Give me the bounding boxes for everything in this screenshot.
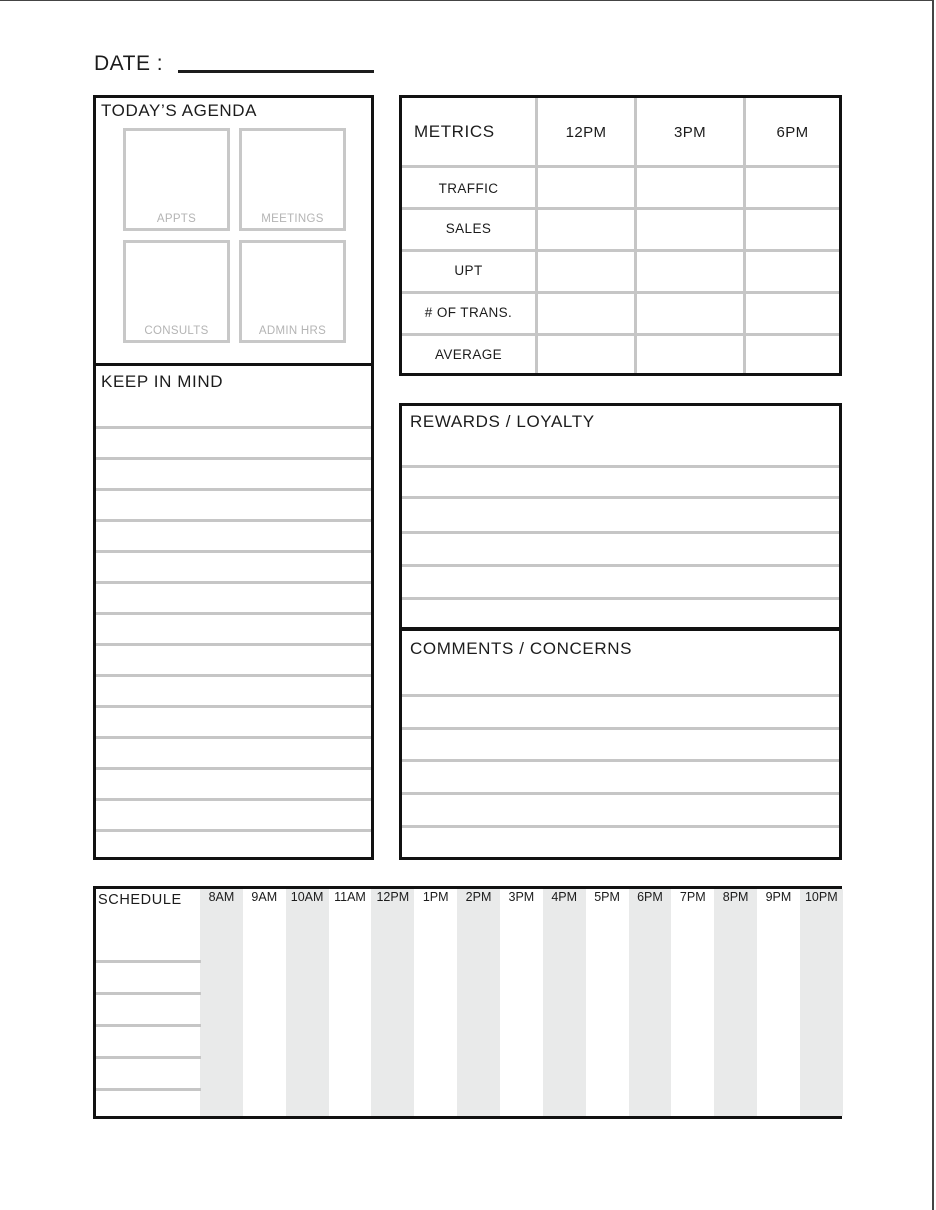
comments-title: COMMENTS / CONCERNS [410, 639, 633, 658]
writing-line[interactable] [402, 564, 839, 567]
writing-line[interactable] [96, 457, 371, 460]
writing-line[interactable] [402, 597, 839, 600]
schedule-hour-label: 12PM [376, 890, 410, 904]
agenda-title: TODAY’S AGENDA [101, 101, 258, 120]
date-field[interactable] [178, 70, 374, 73]
rewards-loyalty-section [399, 403, 842, 631]
schedule-hour-column[interactable] [671, 889, 714, 1116]
schedule-hour-column[interactable] [200, 889, 243, 1116]
schedule-hour-label: 4PM [551, 890, 578, 904]
writing-line[interactable] [402, 825, 839, 828]
writing-line[interactable] [96, 488, 371, 491]
comments-concerns-section [399, 627, 842, 860]
writing-line[interactable] [96, 736, 371, 739]
agenda-tile-appts[interactable] [123, 128, 230, 231]
metrics-table [399, 95, 842, 376]
metrics-row-label: TRAFFIC [438, 181, 499, 196]
schedule-hour-label: 1PM [422, 890, 449, 904]
agenda-tile-label: APPTS [156, 213, 197, 225]
schedule-row-rule [96, 1056, 201, 1059]
schedule-hour-label: 10PM [804, 890, 838, 904]
metrics-row-rule [402, 165, 839, 168]
schedule-hour-label: 9PM [765, 890, 792, 904]
writing-line[interactable] [402, 792, 839, 795]
keep-in-mind-section [93, 363, 374, 860]
schedule-hour-label: 10AM [290, 890, 324, 904]
metrics-row-label: # OF TRANS. [424, 305, 513, 320]
schedule-hour-label: 5PM [594, 890, 620, 904]
schedule-hour-column[interactable] [286, 889, 329, 1116]
writing-line[interactable] [402, 465, 839, 468]
writing-line[interactable] [96, 612, 371, 615]
writing-line[interactable] [96, 829, 371, 832]
writing-line[interactable] [96, 581, 371, 584]
agenda-tile-label: ADMIN HRS [258, 325, 327, 337]
schedule-hour-label: 3PM [508, 890, 535, 904]
metrics-row-rule [402, 333, 839, 336]
schedule-hour-column[interactable] [243, 889, 286, 1116]
writing-line[interactable] [96, 643, 371, 646]
agenda-tile-label: MEETINGS [261, 213, 324, 225]
schedule-hour-label: 6PM [637, 890, 663, 904]
metrics-row-label: UPT [454, 263, 483, 278]
writing-line[interactable] [402, 496, 839, 499]
schedule-hour-column[interactable] [329, 889, 372, 1116]
page-border-top [0, 0, 932, 1]
schedule-row-rule [96, 960, 201, 963]
schedule-hour-label: 8AM [208, 890, 235, 904]
writing-line[interactable] [96, 798, 371, 801]
metrics-column-header: 6PM [776, 124, 809, 141]
agenda-tile-consults[interactable] [123, 240, 230, 343]
schedule-hour-label: 7PM [679, 890, 706, 904]
page-border-right [932, 0, 934, 1210]
metrics-column-header: 3PM [673, 124, 707, 141]
writing-line[interactable] [402, 727, 839, 730]
todays-agenda-section [93, 95, 374, 366]
keep-in-mind-title: KEEP IN MIND [101, 372, 224, 391]
metrics-row-rule [402, 207, 839, 210]
metrics-column-header: 12PM [565, 124, 607, 141]
schedule-hour-column[interactable] [757, 889, 800, 1116]
metrics-row-label: AVERAGE [434, 347, 503, 362]
writing-line[interactable] [96, 674, 371, 677]
date-label: DATE : [94, 52, 164, 75]
writing-line[interactable] [96, 550, 371, 553]
schedule-hour-column[interactable] [714, 889, 757, 1116]
writing-line[interactable] [402, 531, 839, 534]
writing-line[interactable] [96, 767, 371, 770]
writing-line[interactable] [96, 705, 371, 708]
metrics-row-rule [402, 291, 839, 294]
schedule-hour-column[interactable] [457, 889, 500, 1116]
schedule-hour-column[interactable] [543, 889, 586, 1116]
schedule-hour-label: 8PM [722, 890, 749, 904]
schedule-title: SCHEDULE [98, 892, 182, 908]
schedule-hour-label: 11AM [334, 890, 366, 904]
metrics-row-rule [402, 249, 839, 252]
schedule-hour-column[interactable] [414, 889, 457, 1116]
metrics-title: METRICS [414, 122, 495, 141]
schedule-hour-column[interactable] [586, 889, 629, 1116]
schedule-row-rule [96, 1088, 201, 1091]
writing-line[interactable] [96, 519, 371, 522]
agenda-tile-admin-hrs[interactable] [239, 240, 346, 343]
schedule-row-rule [96, 992, 201, 995]
metrics-row-label: SALES [445, 221, 492, 236]
writing-line[interactable] [402, 694, 839, 697]
schedule-section [93, 886, 842, 1119]
writing-line[interactable] [402, 759, 839, 762]
schedule-hour-label: 2PM [465, 890, 492, 904]
rewards-title: REWARDS / LOYALTY [410, 412, 595, 431]
schedule-hour-label: 9AM [251, 890, 278, 904]
agenda-tile-label: CONSULTS [144, 325, 209, 337]
schedule-hour-column[interactable] [800, 889, 843, 1116]
writing-line[interactable] [96, 426, 371, 429]
schedule-hour-column[interactable] [371, 889, 414, 1116]
schedule-hour-column[interactable] [629, 889, 672, 1116]
schedule-hour-column[interactable] [500, 889, 543, 1116]
agenda-tile-meetings[interactable] [239, 128, 346, 231]
schedule-row-rule [96, 1024, 201, 1027]
